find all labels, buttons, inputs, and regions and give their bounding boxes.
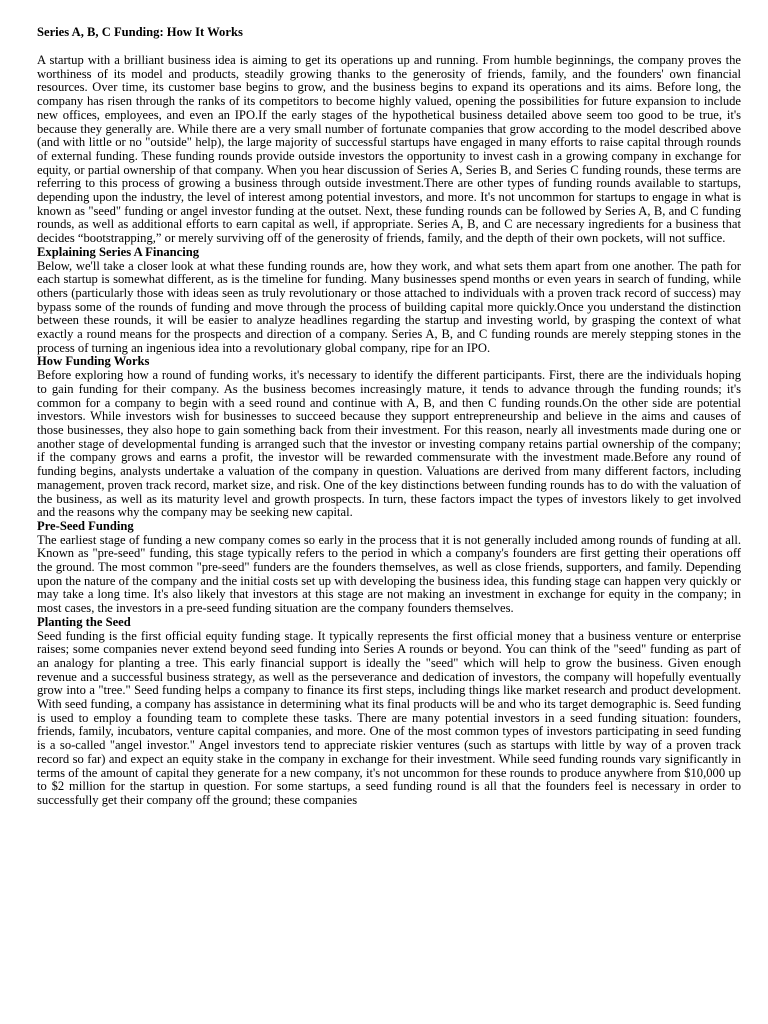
section-heading-pre-seed: Pre-Seed Funding [37, 518, 134, 533]
section-body-series-a: Below, we'll take a closer look at what these funding rounds are, how they work, and what sets them apart from one another. The path for each startup is somewhat different, as is the timeline for funding. Many businesses spend months or even years in search of funding, while others (particularly those with ideas seen as truly revolutionary or those attached to individuals with a proven track record of success) may bypass some of the rounds of funding and move through the process of building capital more quickly.Once you understand the distinction between these rounds, it will be easier to analyze headlines regarding the startup and investing world, by grasping the context of what exactly a round means for the prospects and direction of a company. Series A, B, and C funding rounds are merely stepping stones in the process of turning an ingenious idea into a revolutionary global company, ripe for an IPO. [37, 258, 741, 355]
section-body-how-funding-works: Before exploring how a round of funding works, it's necessary to identify the different participants. First, there are the individuals hoping to gain funding for their company. As the business becomes increasingly mature, it tends to advance through the funding rounds; it's common for a company to begin with a seed round and continue with A, B, and then C funding rounds.On the other side are potential investors. While investors wish for businesses to succeed because they support entrepreneurship and believe in the aims and causes of those businesses, they also hope to gain something back from their investment. For this reason, nearly all investments made during one or another stage of developmental funding is arranged such that the investor or investing company retains partial ownership of the company; if the company grows and earns a profit, the investor will be rewarded commensurate with the investment made.Before any round of funding begins, analysts undertake a valuation of the company in question. Valuations are derived from many different factors, including management, proven track record, market size, and risk. One of the key distinctions between funding rounds has to do with the valuation of the business, as well as its maturity level and growth prospects. In turn, these factors impact the types of investors likely to get involved and the reasons why the company may be seeking new capital. [37, 368, 741, 520]
section-heading-planting-the-seed: Planting the Seed [37, 614, 131, 629]
document-title: Series A, B, C Funding: How It Works [37, 25, 243, 39]
section-heading-how-funding-works: How Funding Works [37, 354, 150, 369]
section-heading-series-a: Explaining Series A Financing [37, 244, 200, 259]
section-body-planting-the-seed: Seed funding is the first official equity funding stage. It typically represents the first official money that a business venture or enterprise raises; some companies never extend beyond seed funding into Series A rounds or beyond. You can think of the "seed" funding as part of an analogy for planting a tree. This early financial support is ideally the "seed" which will help to grow the business. Given enough revenue and a successful business strategy, as well as the perseverance and dedication of investors, the company will hopefully eventually grow into a "tree." Seed funding helps a company to finance its first steps, including things like market research and product development. With seed funding, a company has assistance in determining what its final products will be and who its target demographic is. Seed funding is used to employ a founding team to complete these tasks. There are many potential investors in a seed funding situation: founders, friends, family, incubators, venture capital companies, and more. One of the most common types of investors participating in seed funding is a so-called "angel investor." Angel investors tend to appreciate riskier ventures (such as startups with little by way of a proven track record so far) and expect an equity stake in the company in exchange for their investment. While seed funding rounds vary significantly in terms of the amount of capital they generate for a new company, it's not uncommon for these rounds to produce anywhere from $10,000 up to $2 million for the startup in question. For some startups, a seed funding round is all that the founders feel is necessary in order to successfully get their company off the ground; these companies [37, 628, 741, 807]
intro-paragraph: A startup with a brilliant business idea is aiming to get its operations up and running. From humble beginnings, the company proves the worthiness of its model and products, steadily growing thanks to the generosity of friends, family, and the founders' own financial resources. Over time, its customer base begins to grow, and the business begins to expand its operations and its aims. Before long, the company has risen through the ranks of its competitors to become highly valued, opening the possibilities for future expansion to include new offices, employees, and even an IPO.If the early stages of the hypothetical business detailed above seem too good to be true, it's because they generally are. While there are a very small number of fortunate companies that grow according to the model described above (and with little or no "outside" help), the large majority of successful startups have engaged in many efforts to raise capital through rounds of external funding. These funding rounds provide outside investors the opportunity to invest cash in a growing company in exchange for equity, or partial ownership of that company. When you hear discussion of Series A, Series B, and Series C funding rounds, these terms are referring to this process of growing a business through outside investment.There are other types of funding rounds available to startups, depending upon the industry, the level of interest among potential investors, and more. It's not uncommon for startups to engage in what is known as "seed" funding or angel investor funding at the outset. Next, these funding rounds can be followed by Series A, B, and C funding rounds, as well as additional efforts to earn capital as well, if appropriate. Series A, B, and C are necessary ingredients for a business that decides “bootstrapping,” or merely surviving off of the generosity of friends, family, and the depth of their own pockets, will not suffice. [37, 53, 741, 246]
section-body-pre-seed: The earliest stage of funding a new company comes so early in the process that it is not generally included among rounds of funding at all. Known as "pre-seed" funding, this stage typically refers to the period in which a company's founders are first getting their operations off the ground. The most common "pre-seed" funders are the founders themselves, as well as close friends, supporters, and family. Depending upon the nature of the company and the initial costs set up with developing the business idea, this funding stage can happen very quickly or may take a long time. It's also likely that investors at this stage are not making an investment in exchange for equity in the company; in most cases, the investors in a pre-seed funding situation are the company founders themselves. [37, 532, 741, 616]
document-page [37, 24, 741, 808]
